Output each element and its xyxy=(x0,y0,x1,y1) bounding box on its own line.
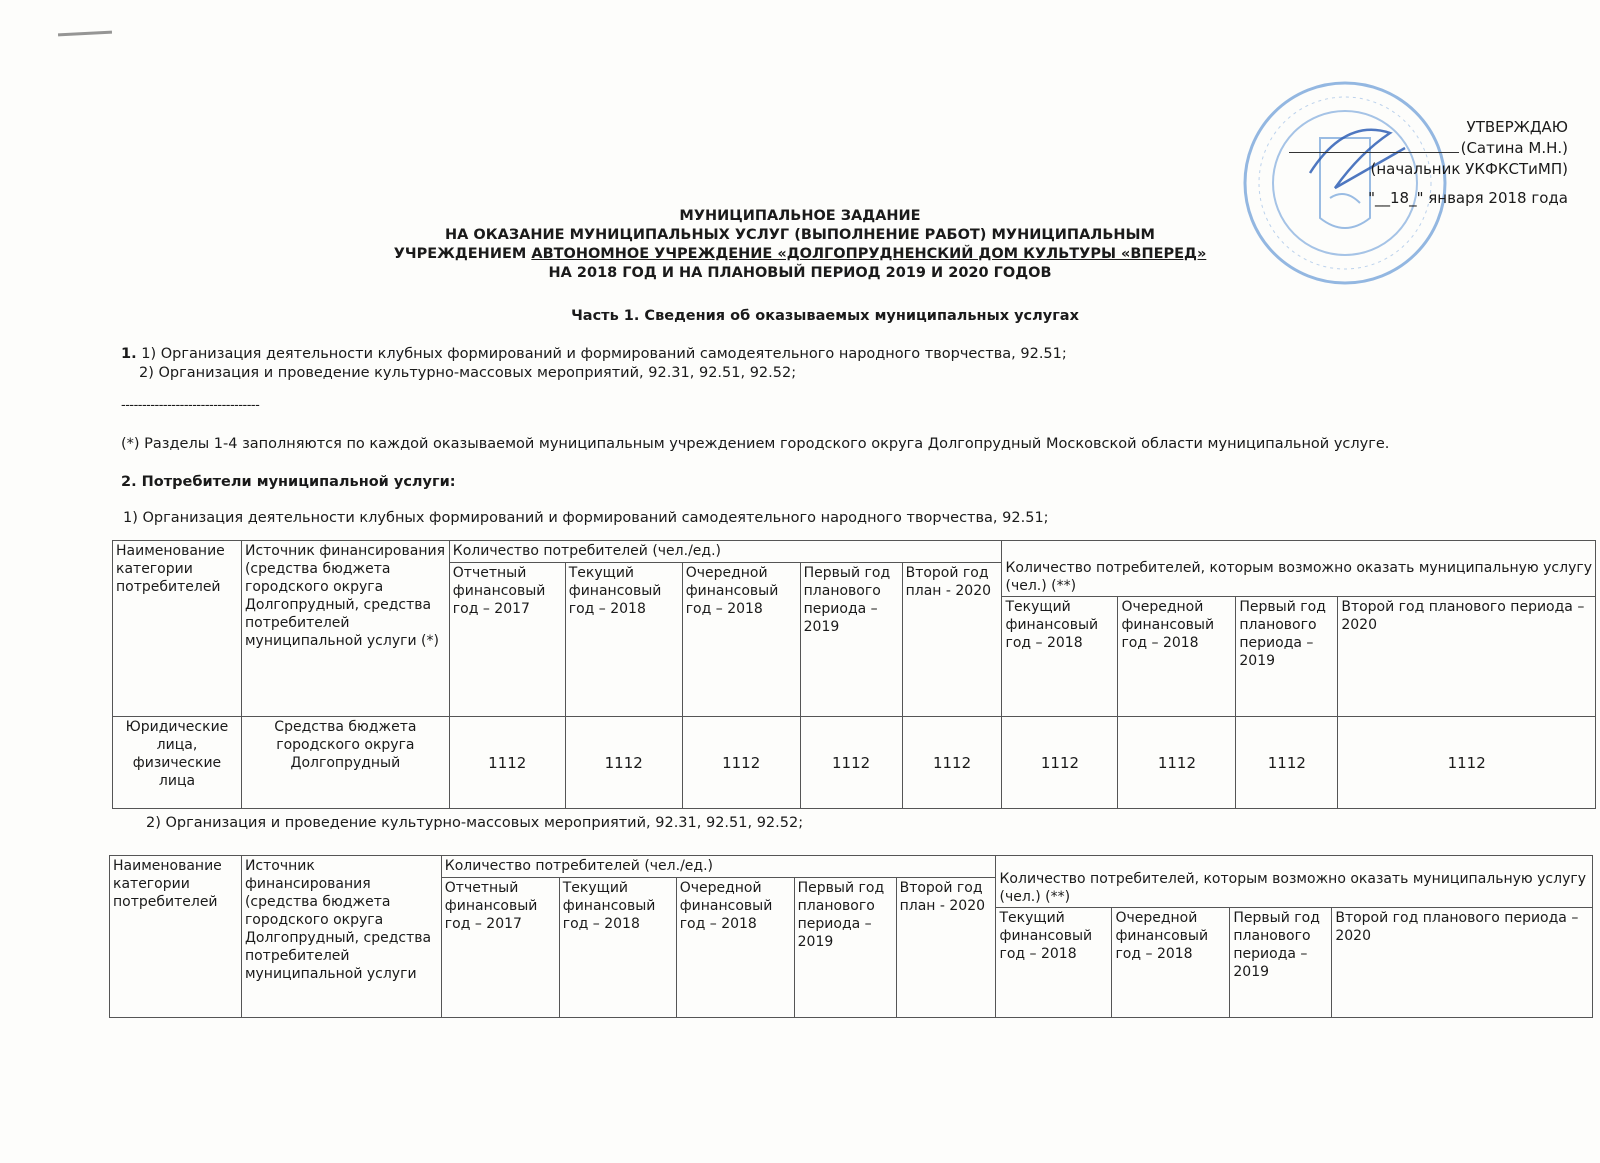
header-col-7: Очередной финансовый год – 2018 xyxy=(1118,597,1236,717)
header-possible-consumers: Количество потребителей, которым возможно оказать муниципальную услугу (чел.) (**) xyxy=(996,856,1593,908)
header-col-2: Текущий финансовый год – 2018 xyxy=(565,563,682,717)
title-line-4: НА 2018 ГОД И НА ПЛАНОВЫЙ ПЕРИОД 2019 И 2020 ГОДОВ xyxy=(548,265,1052,281)
row-value: 1112 xyxy=(800,717,902,809)
title-line-1: МУНИЦИПАЛЬНОЕ ЗАДАНИЕ xyxy=(679,208,921,224)
row-value: 1112 xyxy=(1236,717,1338,809)
header-col-8: Первый год планового периода – 2019 xyxy=(1230,908,1332,1018)
header-possible-consumers: Количество потребителей, которым возможно оказать муниципальную услугу (чел.) (**) xyxy=(1002,541,1596,597)
header-col-4: Первый год планового периода – 2019 xyxy=(800,563,902,717)
table-row xyxy=(113,717,1596,809)
row-value: 1112 xyxy=(1002,717,1118,809)
row-source: Средства бюджета городского округа Долгопрудный xyxy=(241,717,449,809)
header-category: Наименование категории потребителей xyxy=(113,541,242,717)
approval-name-line xyxy=(1289,138,1568,159)
header-col-3: Очередной финансовый год – 2018 xyxy=(682,563,800,717)
header-col-9: Второй год планового периода – 2020 xyxy=(1338,597,1596,717)
consumers-table-2 xyxy=(109,855,1593,1018)
document-title xyxy=(0,207,1600,283)
header-col-4: Первый год планового периода – 2019 xyxy=(794,878,896,1018)
row-value: 1112 xyxy=(682,717,800,809)
row-category: Юридические лица, физические лица xyxy=(113,717,242,809)
approval-block xyxy=(1289,117,1568,209)
approval-position: (начальник УКФКСТиМП) xyxy=(1370,160,1568,178)
service-item-2: 2) Организация и проведение культурно-массовых мероприятий, 92.31, 92.51, 92.52; xyxy=(139,365,797,381)
header-col-8: Первый год планового периода – 2019 xyxy=(1236,597,1338,717)
signature-line xyxy=(1289,152,1459,153)
footnote-separator: --------------------------------- xyxy=(121,398,260,413)
part-1-heading: Часть 1. Сведения об оказываемых муниципальных услугах xyxy=(571,308,1079,324)
header-source: Источник финансирования (средства бюджета городского округа Долгопрудный, средства потребителей муниципальной услуги xyxy=(241,856,441,1018)
header-col-1: Отчетный финансовый год – 2017 xyxy=(449,563,565,717)
organization-name: АВТОНОМНОЕ УЧРЕЖДЕНИЕ «ДОЛГОПРУДНЕНСКИЙ ДОМ КУЛЬТУРЫ «ВПЕРЕД» xyxy=(531,246,1207,262)
row-value: 1112 xyxy=(1338,717,1596,809)
row-value: 1112 xyxy=(565,717,682,809)
title-line-2: НА ОКАЗАНИЕ МУНИЦИПАЛЬНЫХ УСЛУГ (ВЫПОЛНЕНИЕ РАБОТ) МУНИЦИПАЛЬНЫМ xyxy=(445,227,1155,243)
subsection-2-heading: 2) Организация и проведение культурно-массовых мероприятий, 92.31, 92.51, 92.52; xyxy=(146,815,804,831)
header-col-5: Второй год план - 2020 xyxy=(902,563,1002,717)
title-line-3-prefix: УЧРЕЖДЕНИЕМ xyxy=(393,246,532,262)
header-category: Наименование категории потребителей xyxy=(110,856,242,1018)
service-1-text: 1) Организация деятельности клубных формирований и формирований самодеятельного народного творчества, 92.51; xyxy=(141,346,1067,362)
row-value: 1112 xyxy=(449,717,565,809)
header-col-9: Второй год планового периода – 2020 xyxy=(1332,908,1593,1018)
services-list xyxy=(121,345,1067,383)
header-col-5: Второй год план - 2020 xyxy=(896,878,996,1018)
approval-name: (Сатина М.Н.) xyxy=(1460,139,1568,157)
header-col-6: Текущий финансовый год – 2018 xyxy=(996,908,1112,1018)
approval-date: "__18_" января 2018 года xyxy=(1368,189,1568,207)
approval-heading: УТВЕРЖДАЮ xyxy=(1466,118,1568,136)
header-col-3: Очередной финансовый год – 2018 xyxy=(676,878,794,1018)
header-col-2: Текущий финансовый год – 2018 xyxy=(559,878,676,1018)
header-col-7: Очередной финансовый год – 2018 xyxy=(1112,908,1230,1018)
row-value: 1112 xyxy=(1118,717,1236,809)
header-consumer-count: Количество потребителей (чел./ед.) xyxy=(449,541,1002,563)
subsection-1-heading: 1) Организация деятельности клубных формирований и формирований самодеятельного народного творчества, 92.51; xyxy=(123,510,1049,526)
title-line-3 xyxy=(0,245,1600,264)
footnote: (*) Разделы 1-4 заполняются по каждой оказываемой муниципальным учреждением городского округа Долгопрудный Московской области муниципальной услуге. xyxy=(121,436,1390,452)
header-col-1: Отчетный финансовый год – 2017 xyxy=(441,878,559,1018)
service-item-1 xyxy=(121,345,1067,364)
consumers-table-1 xyxy=(112,540,1596,809)
header-source: Источник финансирования (средства бюджета городского округа Долгопрудный, средства потребителей муниципальной услуги (*) xyxy=(241,541,449,717)
header-col-6: Текущий финансовый год – 2018 xyxy=(1002,597,1118,717)
row-value: 1112 xyxy=(902,717,1002,809)
section-2-heading: 2. Потребители муниципальной услуги: xyxy=(121,474,456,490)
section-1-number: 1. xyxy=(121,346,137,362)
header-consumer-count: Количество потребителей (чел./ед.) xyxy=(441,856,996,878)
scan-artifact xyxy=(58,31,112,37)
